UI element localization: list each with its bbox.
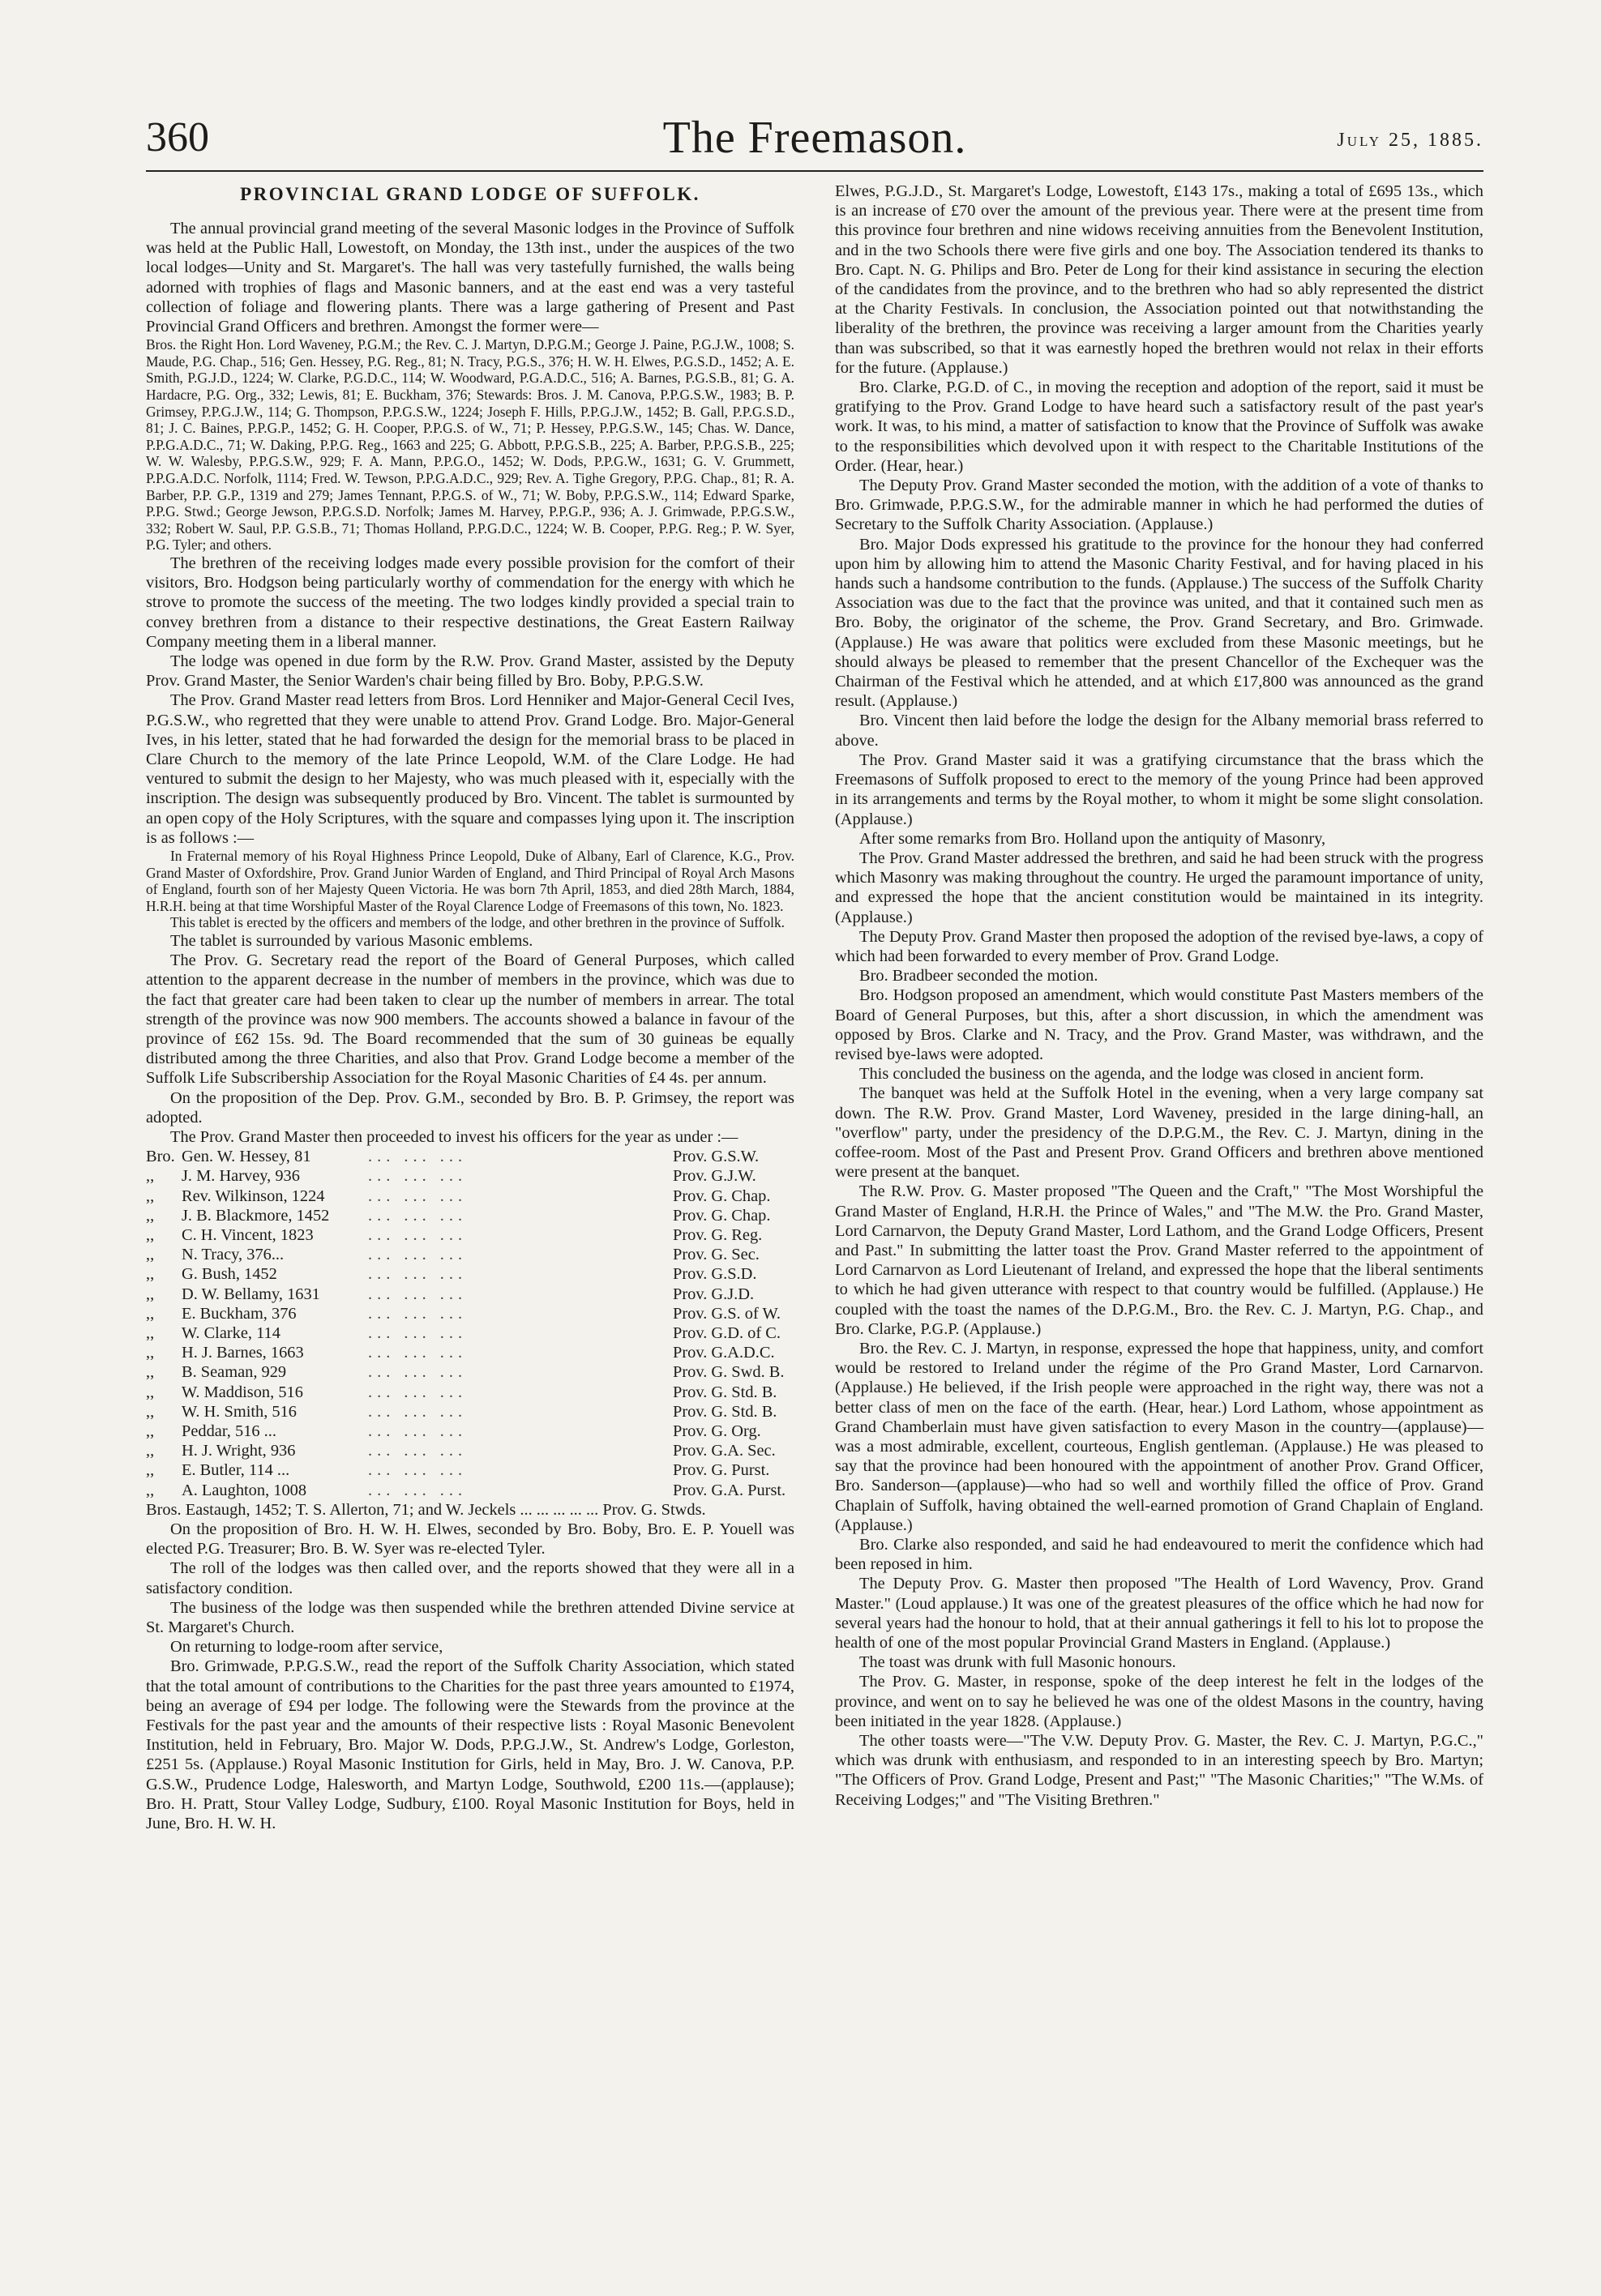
- page-number: 360: [146, 114, 209, 160]
- officer-prefix: ,,: [146, 1304, 155, 1323]
- treasurer-paragraph: On the proposition of Bro. H. W. H. Elwes, seconded by Bro. Boby, Bro. E. P. Youell was elected P.G. Treasurer; Bro. B. W. Syer was re-elected Tyler.: [146, 1520, 794, 1558]
- officer-prefix: ,,: [146, 1246, 155, 1264]
- officer-prefix: Bro.: [146, 1148, 175, 1166]
- officer-row: [146, 1206, 794, 1225]
- article-title: PROVINCIAL GRAND LODGE OF SUFFOLK.: [240, 184, 700, 204]
- officer-name: W. H. Smith, 516: [182, 1402, 297, 1421]
- officer-prefix: ,,: [146, 1461, 155, 1480]
- charity-report-paragraph: Bro. Grimwade, P.P.G.S.W., read the report of the Suffolk Charity Association, which stated that the total amount of contributions to the Charities for the past three years amounted to £1974, being an average of £94 per lodge. The following were the Stewards from the province at the Festivals for the past year and the amounts of their respective lists : Royal Masonic Benevolent Institution, held in February, Bro. Major W. Dods, P.P.G.J.W., St. Andrew's Lodge, Gorleston, £251 5s. (Applause.) Royal Masonic Institution for Girls, held in May, Bro. J. W. Canova, P.P. G.S.W., Prudence Lodge, Halesworth, and Martyn Lodge, Southwold, £200 11s.—(applause); Bro. H. Pratt, Stour Valley Lodge, Sudbury, £100. Royal Masonic Institution for Boys, held in June, Bro. H. W. H.: [146, 1657, 794, 1833]
- left-column: [146, 182, 794, 1833]
- roll-paragraph: The roll of the lodges was then called over, and the reports showed that they were all in a satisfactory condition.: [146, 1559, 794, 1597]
- officer-leader-dots: ... ... ...: [368, 1167, 468, 1186]
- officer-row: [146, 1481, 794, 1500]
- other-toasts-paragraph: The other toasts were—"The V.W. Deputy Prov. G. Master, the Rev. C. J. Martyn, P.G.C.," which was drunk with enthusiasm, and responded to in an interesting speech by Bro. Martyn; "The Officers of Prov. Grand Lodge, Present and Past;" "The Masonic Charities;" "The W.Ms. of Receiving Lodges;" and "The Visiting Brethren.": [835, 1732, 1483, 1809]
- officer-prefix: ,,: [146, 1265, 155, 1284]
- officer-row: [146, 1460, 794, 1480]
- officer-office: Prov. G. Chap.: [673, 1186, 771, 1205]
- officer-office: Prov. G.A.D.C.: [673, 1344, 775, 1362]
- officer-name: Gen. W. Hessey, 81: [182, 1148, 311, 1166]
- officer-office: Prov. G.D. of C.: [673, 1324, 781, 1343]
- officer-leader-dots: ... ... ...: [368, 1461, 468, 1480]
- officer-office: Prov. G.J.D.: [673, 1285, 755, 1303]
- officer-leader-dots: ... ... ...: [368, 1246, 468, 1264]
- officer-name: Rev. Wilkinson, 1224: [182, 1186, 325, 1205]
- officer-office: Prov. G. Chap.: [673, 1206, 771, 1225]
- officer-office: Prov. G. Std. B.: [673, 1383, 777, 1401]
- officer-name: N. Tracy, 376...: [182, 1246, 285, 1264]
- secretary-report-paragraph: The Prov. G. Secretary read the report of the Board of General Purposes, which called attention to the apparent decrease in the number of members in the province, which was due to the fact that greater care had been taken to clear up the number of members in arrear. The total strength of the province was now 900 members. The accounts showed a balance in favour of the province of £62 15s. 9d. The Board recommended that the sum of 30 guineas be equally distributed among the three Charities, and also that Prov. Grand Lodge become a member of the Suffolk Life Subscribership Association for the Royal Masonic Charities of £4 4s. per annum.: [146, 951, 794, 1088]
- officer-leader-dots: ... ... ...: [368, 1285, 468, 1303]
- officer-office: Prov. G. Org.: [673, 1422, 761, 1441]
- intro-paragraph: The annual provincial grand meeting of the several Masonic lodges in the Province of Suffolk was held at the Public Hall, Lowestoft, on Monday, the 13th inst., under the auspices of the two local lodges—Unity and St. Margaret's. The hall was very tastefully furnished, the walls being adorned with trophies of flags and Masonic banners, and at the east end was a very tasteful collection of foliage and flowering plants. There was a large gathering of Present and Past Provincial Grand Officers and brethren. Amongst the former were—: [146, 220, 794, 336]
- officer-name: D. W. Bellamy, 1631: [182, 1285, 320, 1303]
- stewards-line: Bros. Eastaugh, 1452; T. S. Allerton, 71; and W. Jeckels ... ... ... ... ... Prov. G. Stwds.: [146, 1500, 706, 1519]
- inscription-note: This tablet is erected by the officers and members of the lodge, and other brethren in the province of Suffolk.: [170, 914, 786, 931]
- officer-leader-dots: ... ... ...: [368, 1344, 468, 1362]
- right-column: [835, 182, 1483, 1810]
- inscription-text: In Fraternal memory of his Royal Highness Prince Leopold, Duke of Albany, Earl of Clarence, K.G., Prov. Grand Master of Oxfordshire, Prov. Grand Junior Warden of England, and Third Principal of Royal Arch Masons of England, fourth son of her Majesty Queen Victoria. He was born 7th April, 1853, and died 28th March, 1884, H.R.H. being at that time Worshipful Master of the Royal Clarence Lodge of Freemasons of this town, No. 1823.: [146, 847, 794, 914]
- issue-date: July 25, 1885.: [1337, 130, 1483, 151]
- officer-office: Prov. G. Purst.: [673, 1461, 770, 1480]
- addressed-paragraph: The Prov. Grand Master addressed the brethren, and said he had been struck with the progress which Masonry was making throughout the country. He urged the paramount importance of unity, and expressed the hope that the ancient constitution would be maintained in its integrity. (Applause.): [835, 849, 1483, 926]
- officer-prefix: ,,: [146, 1167, 155, 1186]
- officer-row: [146, 1343, 794, 1362]
- toast-drunk-paragraph: The toast was drunk with full Masonic honours.: [859, 1653, 1176, 1672]
- officer-name: G. Bush, 1452: [182, 1265, 277, 1284]
- officer-leader-dots: ... ... ...: [368, 1226, 468, 1244]
- officer-leader-dots: ... ... ...: [368, 1206, 468, 1225]
- invest-paragraph: The Prov. Grand Master then proceeded to invest his officers for the year as under :—: [170, 1127, 738, 1146]
- hodgson-paragraph: Bro. Hodgson proposed an amendment, which would constitute Past Masters members of the Board of General Purposes, but this, after a short discussion, in which the amendment was opposed by Bros. Clarke and N. Tracy, and the Prov. Grand Master, was withdrawn, and the revised bye-laws were adopted.: [835, 986, 1483, 1063]
- lodge-opened-paragraph: The lodge was opened in due form by the R.W. Prov. Grand Master, assisted by the Deputy Prov. Grand Master, the Senior Warden's chair being filled by Bro. Boby, P.P.G.S.W.: [146, 652, 794, 691]
- tablet-paragraph: The tablet is surrounded by various Masonic emblems.: [170, 931, 533, 950]
- returning-paragraph: On returning to lodge-room after service,: [170, 1638, 443, 1657]
- officer-office: Prov. G.S. of W.: [673, 1304, 781, 1323]
- officer-leader-dots: ... ... ...: [368, 1442, 468, 1460]
- officer-office: Prov. G. Reg.: [673, 1226, 763, 1244]
- officer-row: [146, 1362, 794, 1382]
- officer-office: Prov. G. Std. B.: [673, 1402, 777, 1421]
- clarke-paragraph: Bro. Clarke, P.G.D. of C., in moving the reception and adoption of the report, said it must be gratifying to the Prov. Grand Lodge to have heard such a satisfactory result of the past year's work. It was, to his mind, a matter of satisfaction to know that the Province of Suffolk was awake to the responsibilities which devolved upon it with respect to the Charitable Institutions of the Order. (Hear, hear.): [835, 378, 1483, 475]
- officer-office: Prov. G.S.W.: [673, 1148, 760, 1166]
- officer-name: J. M. Harvey, 936: [182, 1167, 300, 1186]
- receiving-lodges-paragraph: The brethren of the receiving lodges made every possible provision for the comfort of their visitors, Bro. Hodgson being particularly worthy of commendation for the energy with which he strove to promote the success of the meeting. The two lodges kindly provided a special train to convey brethren from a distance to their respective destinations, the Great Eastern Railway Company meeting them in a liberal manner.: [146, 554, 794, 651]
- byelaws-paragraph: The Deputy Prov. Grand Master then proposed the adoption of the revised bye-laws, a copy of which had been forwarded to every member of Prov. Grand Lodge.: [835, 927, 1483, 965]
- officer-office: Prov. G. Swd. B.: [673, 1363, 785, 1382]
- deputy-seconded-paragraph: The Deputy Prov. Grand Master seconded the motion, with the addition of a vote of thanks to Bro. Grimwade, P.P.G.S.W., for the admirable manner in which he had performed the duties of Secretary to the Suffolk Charity Association. (Applause.): [835, 477, 1483, 534]
- officer-name: H. J. Wright, 936: [182, 1442, 296, 1460]
- officer-row: [146, 1225, 794, 1245]
- officer-prefix: ,,: [146, 1344, 155, 1362]
- dods-paragraph: Bro. Major Dods expressed his gratitude to the province for the honour they had conferred upon him by allowing him to attend the Masonic Charity Festival, and for having placed in his hands such a handsome contribution to the funds. (Applause.) The success of the Suffolk Charity Association was due to the fact that the province was united, and that it contained such men as Bro. Boby, the originator of the scheme, the Prov. Grand Secretary, and Bro. Grimwade. (Applause.) He was aware that politics were excluded from these Masonic meetings, but he should always be pleased to remember that the present Chancellor of the Exchequer was the Chairman of the Festival which he attended, and at which £17,800 was announced as the grand result. (Applause.): [835, 535, 1483, 711]
- officer-office: Prov. G.J.W.: [673, 1167, 756, 1186]
- officer-row: [146, 1166, 794, 1186]
- officer-row: [146, 1304, 794, 1323]
- concluded-paragraph: This concluded the business on the agenda, and the lodge was closed in ancient form.: [859, 1065, 1424, 1084]
- officer-row: [146, 1285, 794, 1304]
- letters-paragraph: The Prov. Grand Master read letters from Bros. Lord Henniker and Major-General Cecil Ives, P.G.S.W., who regretted that they were unable to attend Prov. Grand Lodge. Bro. Major-General Ives, in his letter, stated that he had forwarded the design for the memorial brass to be placed in Clare Church to the memory of the late Prince Leopold, W.M. of the Clare Lodge. He had ventured to submit the design to her Majesty, who was much pleased with it, especially with the inscription. The design was subsequently produced by Bro. Vincent. The tablet is surmounted by an open copy of the Holy Scriptures, with the square and compasses lying upon it. The inscription is as follows :—: [146, 691, 794, 847]
- officer-name: W. Clarke, 114: [182, 1324, 280, 1343]
- officer-prefix: ,,: [146, 1422, 155, 1441]
- officer-row: [146, 1147, 794, 1166]
- officer-office: Prov. G.A. Sec.: [673, 1442, 776, 1460]
- health-toast-paragraph: The Deputy Prov. G. Master then proposed "The Health of Lord Wavency, Prov. Grand Master." (Loud applause.) It was one of the greatest pleasures of the office which he had now for several years had the honour to hold, that at their annual gatherings it fell to his lot to propose the health of one of the most popular Provincial Grand Masters in England. (Applause.): [835, 1575, 1483, 1653]
- officer-prefix: ,,: [146, 1186, 155, 1205]
- officer-leader-dots: ... ... ...: [368, 1422, 468, 1441]
- banquet-paragraph: The banquet was held at the Suffolk Hotel in the evening, when a very large company sat down. The R.W. Prov. Grand Master, Lord Waveney, presided in the large dining-hall, an "overflow" party, under the presidency of the D.P.G.M., the Rev. C. J. Martyn, dining in the coffee-room. Most of the Past and Present Prov. Grand Officers and brethren above mentioned were present at the banquet.: [835, 1084, 1483, 1182]
- officer-name: A. Laughton, 1008: [182, 1481, 307, 1499]
- officers-table: [146, 1147, 794, 1500]
- officer-name: J. B. Blackmore, 1452: [182, 1206, 330, 1225]
- officer-row: [146, 1323, 794, 1343]
- officer-leader-dots: ... ... ...: [368, 1148, 468, 1166]
- officer-row: [146, 1422, 794, 1441]
- officer-row: [146, 1264, 794, 1284]
- officer-prefix: ,,: [146, 1442, 155, 1460]
- toasts-paragraph: The R.W. Prov. G. Master proposed "The Queen and the Craft," "The Most Worshipful the Grand Master of England, H.R.H. the Prince of Wales," and "The M.W. the Pro. Grand Master, Lord Carnarvon, the Deputy Grand Master, Lord Lathom, and the Grand Lodge Officers, Present and Past." In submitting the latter toast the Prov. Grand Master referred to the appointment of Lord Carnarvon as Lord Lieutenant of Ireland, and expressed the hope that the liberal sentiments to which he had given utterance with respect to that country would be fulfilled. (Applause.) He coupled with the toast the names of the D.P.G.M., Bro. the Rev. C. J. Martyn, P.G. Chap., and Bro. Clarke, P.G.P. (Applause.): [835, 1182, 1483, 1338]
- officer-prefix: ,,: [146, 1402, 155, 1421]
- officer-prefix: ,,: [146, 1383, 155, 1401]
- officer-leader-dots: ... ... ...: [368, 1481, 468, 1499]
- officer-prefix: ,,: [146, 1285, 155, 1303]
- officer-leader-dots: ... ... ...: [368, 1324, 468, 1343]
- officer-row: [146, 1402, 794, 1422]
- attendees-list: Bros. the Right Hon. Lord Waveney, P.G.M.; the Rev. C. J. Martyn, D.P.G.M.; George J. Paine, P.G.J.W., 1008; S. Maude, P.G. Chap., 516; Gen. Hessey, P.G. Reg., 81; N. Tracy, P.G.S., 376; H. W. H. Elwes, P.G.S.D., 1452; A. E. Smith, P.G.J.D., 1224; W. Clarke, P.G.D.C., 114; W. Woodward, P.G.A.D.C., 516; A. Barnes, P.G.S.B., 81; G. A. Hardacre, P.G. Org., 332; Lewis, 81; E. Buckham, 376; Stewards: Bros. J. M. Canova, P.P.G.S.W., 1983; B. P. Grimsey, P.P.G.J.W., 114; G. Thompson, P.P.G.S.W., 1224; Joseph F. Hills, P.P.G.J.W., 1452; B. Gall, P.P.G.S.D., 81; J. C. Baines, P.P.G.P., 1452; G. H. Cooper, P.P.G.S. of W., 71; P. Hessey, P.P.G.S.W., 145; Chas. W. Dance, P.P.G.A.D.C., 71; W. Daking, P.P.G. Reg., 1663 and 225; G. Abbott, P.P.G.S.B., 225; A. Barber, P.P.G.S.B., 225; W. W. Walesby, P.P.G.S.W., 929; F. A. Mann, P.P.G.O., 1452; W. Dods, P.P.G.W., 1631; G. V. Grummett, P.P.G.A.D.C. Norfolk, 1114; Fred. W. Tewson, P.P.G.A.D.C., 929; Rev. A. Tighe Gregory, P.P.G. Chap., 81; R. A. Barber, P.P. G.P., 1319 and 279; James Tennant, P.P.G.S. of W., 71; W. Boby, P.P.G.S.W., 114; Edward Sparke, P.P.G. Stwd.; George Jewson, P.P.G.S.D. Norfolk; James M. Harvey, P.P.G.P., 936; A. J. Grimwade, P.P.G.S.W., 332; Robert W. Saul, P.P. G.S.B., 71; Thomas Holland, P.P.G.D.C., 1224; W. B. Cooper, P.P.G. Reg.; P. W. Syer, P.G. Tyler; and others.: [146, 336, 794, 554]
- officer-leader-dots: ... ... ...: [368, 1304, 468, 1323]
- gratifying-paragraph: The Prov. Grand Master said it was a gratifying circumstance that the brass which the Freemasons of Suffolk proposed to erect to the memory of the young Prince had been approved in its arrangements and terms by the Royal mother, to whom it might be some slight consolation. (Applause.): [835, 750, 1483, 828]
- officer-row: [146, 1186, 794, 1206]
- officer-prefix: ,,: [146, 1481, 155, 1499]
- officer-row: [146, 1383, 794, 1402]
- officer-office: Prov. G.A. Purst.: [673, 1481, 786, 1499]
- officer-prefix: ,,: [146, 1206, 155, 1225]
- officer-name: E. Buckham, 376: [182, 1304, 297, 1323]
- officer-row: [146, 1441, 794, 1460]
- officer-prefix: ,,: [146, 1324, 155, 1343]
- officer-name: Peddar, 516 ...: [182, 1422, 276, 1441]
- elwes-continuation: Elwes, P.G.J.D., St. Margaret's Lodge, Lowestoft, £143 17s., making a total of £695 13s., which is an increase of £70 over the amount of the previous year. There were at the present time from this province four brethren and nine widows receiving annuities from the Benevolent Institution, and in the two Schools there were five girls and one boy. The Association tendered its thanks to Bro. Capt. N. G. Philips and Bro. Peter de Long for their kind assistance in securing the election of the candidates from the province, and to the brethren who had so ably represented the district at the Charity Festivals. In conclusion, the Association pointed out that notwithstanding the liberality of the brethren, the province was receiving a larger amount from the Charities yearly than was subscribed, so that it was earnestly hoped the brethren would not relax in their efforts for the future. (Applause.): [835, 182, 1483, 377]
- suspended-paragraph: The business of the lodge was then suspended while the brethren attended Divine service at St. Margaret's Church.: [146, 1598, 794, 1637]
- officer-leader-dots: ... ... ...: [368, 1186, 468, 1205]
- officer-office: Prov. G.S.D.: [673, 1265, 757, 1284]
- officer-name: B. Seaman, 929: [182, 1363, 287, 1382]
- officer-row: [146, 1245, 794, 1264]
- officer-prefix: ,,: [146, 1363, 155, 1382]
- officer-name: C. H. Vincent, 1823: [182, 1226, 314, 1244]
- page-header: [146, 113, 1483, 172]
- officer-leader-dots: ... ... ...: [368, 1402, 468, 1421]
- officer-name: H. J. Barnes, 1663: [182, 1344, 304, 1362]
- clarke-response-paragraph: Bro. Clarke also responded, and said he had endeavoured to merit the confidence which had been reposed in him.: [835, 1536, 1483, 1574]
- vincent-paragraph: Bro. Vincent then laid before the lodge the design for the Albany memorial brass referred to above.: [835, 712, 1483, 750]
- officer-leader-dots: ... ... ...: [368, 1383, 468, 1401]
- pgm-response-paragraph: The Prov. G. Master, in response, spoke of the deep interest he felt in the lodges of the province, and went on to say he believed he was one of the oldest Masons in the country, having been initiated in the year 1828. (Applause.): [835, 1673, 1483, 1730]
- officer-leader-dots: ... ... ...: [368, 1363, 468, 1382]
- bradbeer-paragraph: Bro. Bradbeer seconded the motion.: [859, 967, 1098, 986]
- masthead: The Freemason.: [662, 113, 967, 163]
- officer-prefix: ,,: [146, 1226, 155, 1244]
- officer-office: Prov. G. Sec.: [673, 1246, 760, 1264]
- officer-name: E. Butler, 114 ...: [182, 1461, 290, 1480]
- officer-leader-dots: ... ... ...: [368, 1265, 468, 1284]
- martyn-response-paragraph: Bro. the Rev. C. J. Martyn, in response, expressed the hope that happiness, unity, and comfort would be restored to Ireland under the régime of the Pro Grand Master, Lord Carnarvon. (Applause.) He believed, if the Irish people were approached in the right way, there was not a better class of men on the face of the earth. (Hear, hear.) Lord Lathom, whose appointment as Grand Chamberlain must have given satisfaction to every Mason in the country—(applause)—was a most admirable, excellent, courteous, English gentleman. (Applause.) He was pleased to say that the province had been honoured with the appointment of another Prov. Grand Officer, Bro. Sanderson—(applause)—who had so well and worthily filled the office of Prov. Grand Chaplain of Suffolk, having obtained the well-earned promotion of Grand Chaplain of England. (Applause.): [835, 1339, 1483, 1534]
- officer-name: W. Maddison, 516: [182, 1383, 303, 1401]
- proposition-paragraph: On the proposition of the Dep. Prov. G.M., seconded by Bro. B. P. Grimsey, the report was adopted.: [146, 1088, 794, 1127]
- holland-paragraph: After some remarks from Bro. Holland upon the antiquity of Masonry,: [859, 829, 1326, 848]
